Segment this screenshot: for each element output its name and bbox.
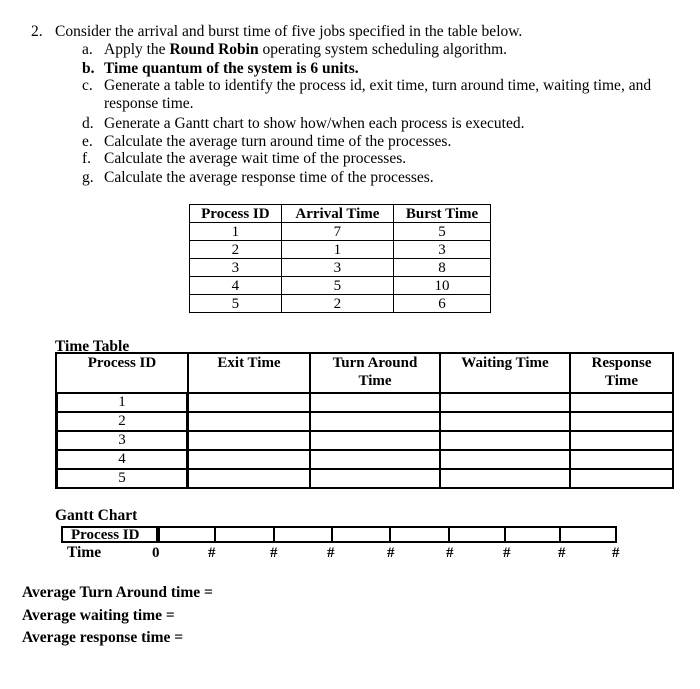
cell-process-id: 3 — [56, 431, 188, 450]
cell-turn-around-time[interactable] — [310, 431, 440, 450]
table-row — [56, 393, 673, 412]
header-burst-time: Burst Time — [394, 205, 491, 223]
table-row — [190, 259, 491, 277]
gantt-row-label: Process ID — [61, 526, 158, 543]
gantt-slot[interactable] — [275, 526, 333, 543]
cell-process-id: 1 — [190, 223, 282, 241]
gantt-tick: # — [612, 545, 620, 561]
item-d-letter: d. — [82, 115, 94, 132]
gantt-slot[interactable] — [216, 526, 275, 543]
gantt-tick: # — [327, 545, 335, 561]
header-arrival-time: Arrival Time — [281, 205, 393, 223]
cell-response-time[interactable] — [570, 431, 673, 450]
item-d-text: Generate a Gantt chart to show how/when each process is executed. — [104, 115, 525, 132]
cell-burst-time: 10 — [394, 277, 491, 295]
table-row — [56, 431, 673, 450]
cell-waiting-time[interactable] — [440, 412, 570, 431]
cell-process-id: 4 — [190, 277, 282, 295]
gantt-tick: # — [208, 545, 216, 561]
gantt-tick: # — [270, 545, 278, 561]
gantt-slot[interactable] — [333, 526, 391, 543]
cell-burst-time: 8 — [394, 259, 491, 277]
gantt-tick: # — [446, 545, 454, 561]
cell-turn-around-time[interactable] — [310, 450, 440, 469]
cell-exit-time[interactable] — [188, 450, 310, 469]
cell-burst-time: 6 — [394, 295, 491, 313]
question-intro: Consider the arrival and burst time of five jobs specified in the table below. — [55, 23, 523, 40]
cell-turn-around-time[interactable] — [310, 469, 440, 488]
gantt-tick: # — [387, 545, 395, 561]
cell-process-id: 2 — [190, 241, 282, 259]
cell-exit-time[interactable] — [188, 431, 310, 450]
table-row — [190, 295, 491, 313]
table-row — [56, 412, 673, 431]
item-g-letter: g. — [82, 169, 94, 186]
item-a-letter: a. — [82, 41, 93, 58]
cell-process-id: 2 — [56, 412, 188, 431]
cell-waiting-time[interactable] — [440, 431, 570, 450]
table-row — [56, 450, 673, 469]
header-turn-around-time: Turn Around Time — [310, 353, 440, 393]
average-response-label: Average response time = — [22, 629, 184, 646]
item-f-text: Calculate the average wait time of the processes. — [104, 150, 407, 167]
item-f-letter: f. — [82, 150, 92, 167]
item-c-text-cont: response time. — [104, 95, 194, 112]
average-waiting-label: Average waiting time = — [22, 607, 175, 624]
cell-process-id: 5 — [190, 295, 282, 313]
item-c-letter: c. — [82, 77, 93, 94]
item-c-text: Generate a table to identify the process id, exit time, turn around time, waiting time, and — [104, 77, 652, 94]
gantt-title: Gantt Chart — [55, 507, 138, 524]
cell-response-time[interactable] — [570, 393, 673, 412]
cell-response-time[interactable] — [570, 469, 673, 488]
cell-waiting-time[interactable] — [440, 450, 570, 469]
gantt-slot[interactable] — [561, 526, 617, 543]
cell-turn-around-time[interactable] — [310, 412, 440, 431]
header-process-id: Process ID — [190, 205, 282, 223]
average-turnaround-label: Average Turn Around time = — [22, 584, 213, 601]
table-row — [190, 277, 491, 295]
cell-response-time[interactable] — [570, 450, 673, 469]
gantt-tick: 0 — [152, 545, 160, 561]
gantt-slot[interactable] — [391, 526, 450, 543]
cell-waiting-time[interactable] — [440, 393, 570, 412]
cell-process-id: 3 — [190, 259, 282, 277]
question-number: 2. — [31, 23, 43, 40]
gantt-tick: # — [558, 545, 566, 561]
item-a-text: Apply the Round Robin operating system scheduling algorithm. — [104, 41, 507, 58]
header-response-time: Response Time — [570, 353, 673, 393]
cell-burst-time: 5 — [394, 223, 491, 241]
cell-burst-time: 3 — [394, 241, 491, 259]
gantt-slot[interactable] — [506, 526, 561, 543]
cell-arrival-time: 3 — [281, 259, 393, 277]
item-b-text: Time quantum of the system is 6 units. — [104, 60, 359, 77]
cell-arrival-time: 5 — [281, 277, 393, 295]
gantt-time-label: Time — [67, 544, 102, 561]
table-row — [190, 241, 491, 259]
cell-exit-time[interactable] — [188, 412, 310, 431]
table-row — [56, 469, 673, 488]
cell-arrival-time: 1 — [281, 241, 393, 259]
cell-arrival-time: 7 — [281, 223, 393, 241]
item-g-text: Calculate the average response time of the processes. — [104, 169, 434, 186]
cell-exit-time[interactable] — [188, 469, 310, 488]
gantt-slot[interactable] — [158, 526, 216, 543]
cell-turn-around-time[interactable] — [310, 393, 440, 412]
gantt-tick: # — [503, 545, 511, 561]
item-e-text: Calculate the average turn around time of the processes. — [104, 133, 452, 150]
time-table — [55, 352, 674, 489]
header-exit-time: Exit Time — [188, 353, 310, 393]
header-waiting-time: Waiting Time — [440, 353, 570, 393]
cell-process-id: 5 — [56, 469, 188, 488]
table-row — [190, 223, 491, 241]
time-table-title: Time Table — [55, 338, 130, 355]
cell-process-id: 4 — [56, 450, 188, 469]
item-b-letter: b. — [82, 60, 95, 77]
gantt-divider — [158, 526, 160, 543]
gantt-slot[interactable] — [450, 526, 506, 543]
cell-waiting-time[interactable] — [440, 469, 570, 488]
item-e-letter: e. — [82, 133, 93, 150]
input-table — [189, 204, 491, 313]
cell-arrival-time: 2 — [281, 295, 393, 313]
cell-process-id: 1 — [56, 393, 188, 412]
cell-exit-time[interactable] — [188, 393, 310, 412]
header-process-id: Process ID — [56, 353, 188, 393]
cell-response-time[interactable] — [570, 412, 673, 431]
